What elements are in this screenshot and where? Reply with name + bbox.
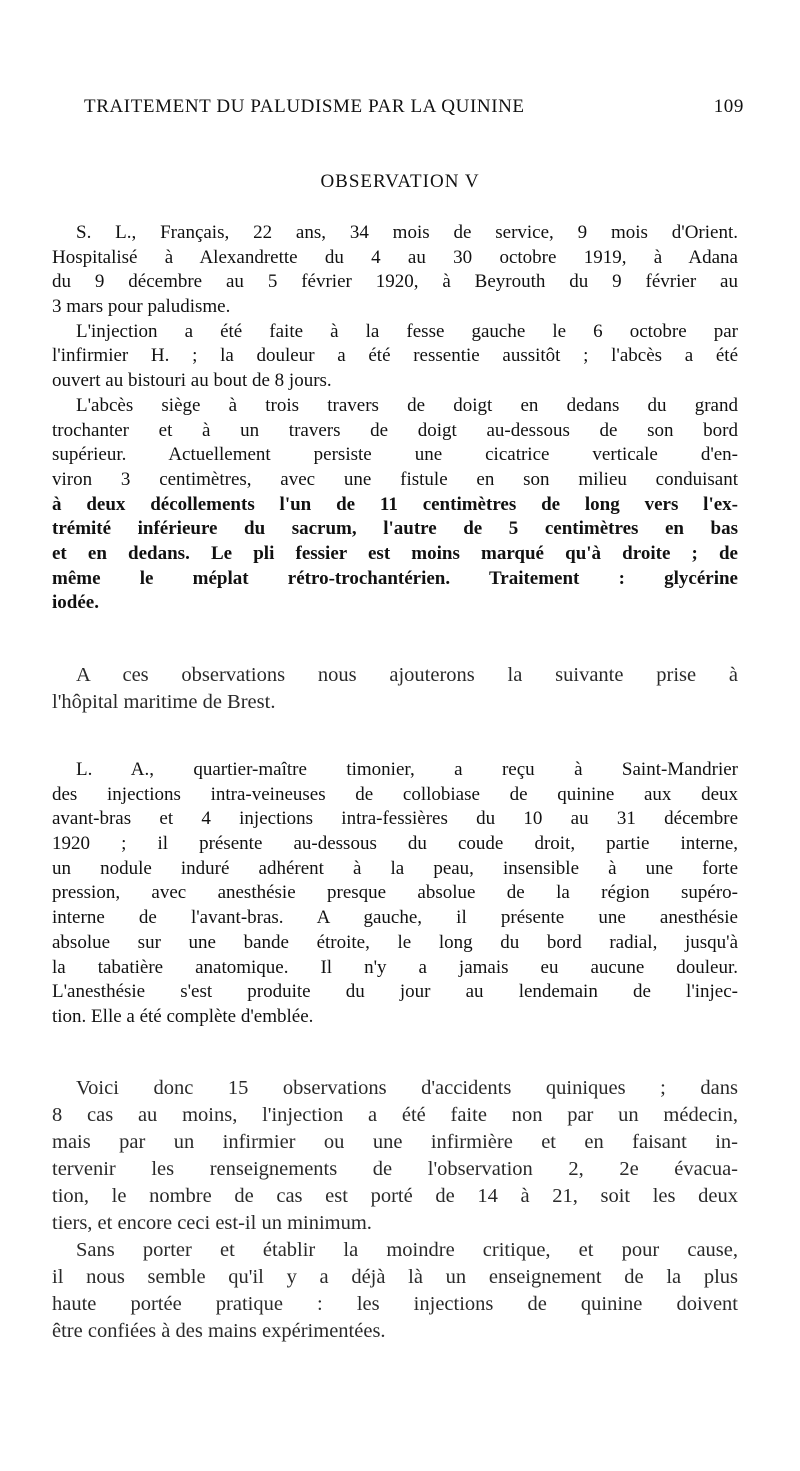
text-line: la tabatière anatomique. Il n'y a jamais eu aucune douleur.	[52, 956, 738, 978]
obs-v-paragraph-1	[52, 221, 738, 320]
text-line: ouvert au bistouri au bout de 8 jours.	[52, 370, 332, 392]
text-line: des injections intra-veineuses de collobiase de quinine aux deux	[52, 783, 738, 805]
text-line: iodée.	[52, 592, 99, 614]
obs-v-paragraph-2	[52, 320, 738, 394]
text-line: tervenir les renseignements de l'observation 2, 2e évacua-	[52, 1158, 738, 1180]
text-line: Voici donc 15 observations d'accidents quiniques ; dans	[76, 1077, 738, 1099]
text-line: et en dedans. Le pli fessier est moins marqué qu'à droite ; de	[52, 542, 738, 564]
text-line: tion, le nombre de cas est porté de 14 à 21, soit les deux	[52, 1185, 738, 1207]
text-line: A ces observations nous ajouterons la suivante prise à	[76, 664, 738, 686]
text-line: à deux décollements l'un de 11 centimètres de long vers l'ex-	[52, 493, 738, 515]
observation-v	[52, 221, 738, 616]
text-line: L'injection a été faite à la fesse gauche le 6 octobre par	[76, 320, 738, 342]
text-line: l'infirmier H. ; la douleur a été ressentie aussitôt ; l'abcès a été	[52, 345, 738, 367]
text-line: être confiées à des mains expérimentées.	[52, 1320, 386, 1342]
observation-brest	[52, 758, 738, 1030]
text-line: un nodule induré adhérent à la peau, insensible à une forte	[52, 857, 738, 879]
text-line: Hospitalisé à Alexandrette du 4 au 30 octobre 1919, à Adana	[52, 246, 738, 268]
text-line: du 9 décembre au 5 février 1920, à Beyrouth du 9 février au	[52, 271, 738, 293]
conclusion-paragraph-2	[52, 1237, 738, 1345]
text-line: haute portée pratique : les injections de quinine doivent	[52, 1293, 738, 1315]
observation-title: OBSERVATION V	[320, 171, 480, 192]
text-line: 3 mars pour paludisme.	[52, 296, 231, 318]
text-line: trochanter et à un travers de doigt au-dessous de son bord	[52, 419, 738, 441]
page-number: 109	[713, 96, 744, 117]
text-line: interne de l'avant-bras. A gauche, il présente une anesthésie	[52, 907, 738, 929]
text-line: l'hôpital maritime de Brest.	[52, 691, 276, 713]
text-line: même le méplat rétro-trochantérien. Traitement : glycérine	[52, 567, 738, 589]
text-line: L'anesthésie s'est produite du jour au lendemain de l'injec-	[52, 981, 738, 1003]
text-line: tiers, et encore ceci est-il un minimum.	[52, 1212, 372, 1234]
obs-v-paragraph-3	[52, 394, 738, 616]
intro-brest	[52, 662, 738, 716]
text-line: avant-bras et 4 injections intra-fessières du 10 au 31 décembre	[52, 808, 738, 830]
text-line: il nous semble qu'il y a déjà là un enseignement de la plus	[52, 1266, 738, 1288]
text-line: 1920 ; il présente au-dessous du coude droit, partie interne,	[52, 833, 738, 855]
text-line: viron 3 centimètres, avec une fistule en son milieu conduisant	[52, 468, 738, 490]
conclusion-paragraph-1	[52, 1075, 738, 1237]
text-line: S. L., Français, 22 ans, 34 mois de service, 9 mois d'Orient.	[76, 222, 738, 243]
text-line: Sans porter et établir la moindre critique, et pour cause,	[76, 1239, 738, 1261]
conclusion	[52, 1075, 738, 1345]
running-title: TRAITEMENT DU PALUDISME PAR LA QUININE	[84, 96, 525, 117]
text-line: L. A., quartier-maître timonier, a reçu à Saint-Mandrier	[76, 759, 738, 780]
text-line: trémité inférieure du sacrum, l'autre de 5 centimètres en bas	[52, 518, 738, 540]
text-line: pression, avec anesthésie presque absolue de la région supéro-	[52, 882, 738, 904]
text-line: 8 cas au moins, l'injection a été faite non par un médecin,	[52, 1104, 738, 1126]
text-line: mais par un infirmier ou une infirmière et en faisant in-	[52, 1131, 738, 1153]
text-line: supérieur. Actuellement persiste une cicatrice verticale d'en-	[52, 444, 738, 466]
text-line: absolue sur une bande étroite, le long du bord radial, jusqu'à	[52, 931, 738, 953]
text-line: tion. Elle a été complète d'emblée.	[52, 1005, 314, 1027]
text-line: L'abcès siège à trois travers de doigt en dedans du grand	[76, 394, 738, 416]
running-header	[84, 96, 744, 118]
